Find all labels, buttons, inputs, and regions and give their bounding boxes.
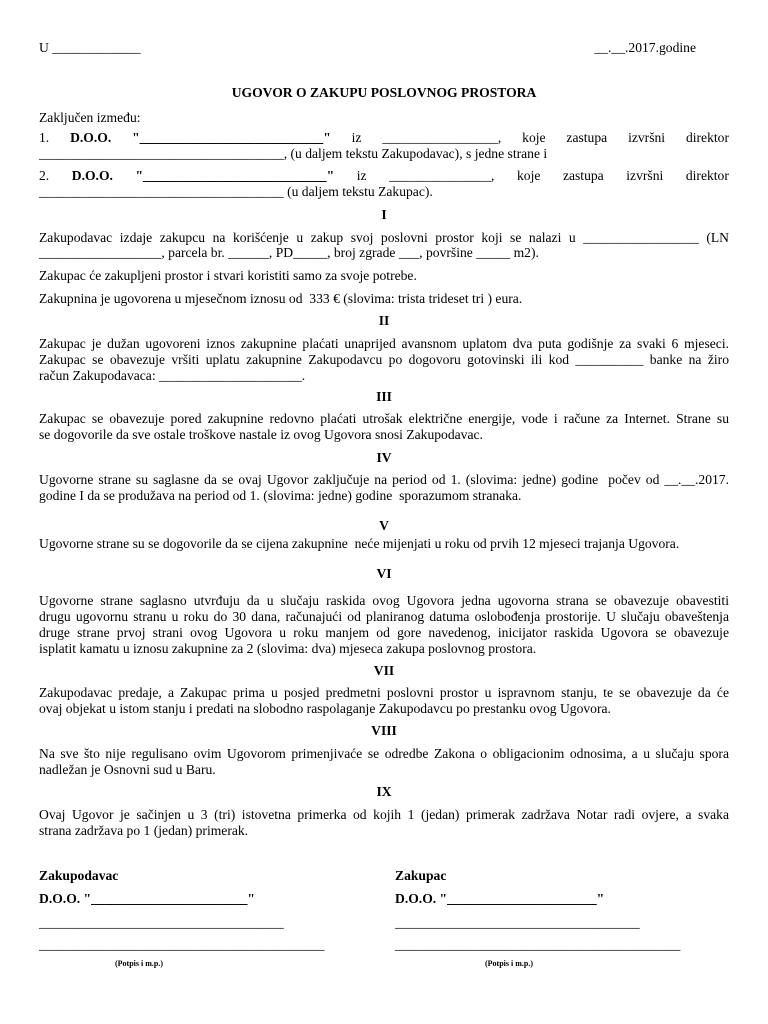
section-heading-i: I [381, 207, 387, 222]
section-ii-text: račun Zakupodavaca: _____________________. [39, 368, 306, 383]
party-1-line-2: ____________________________________, (u daljem tekstu Zakupodavac), s jedne strane i [39, 145, 548, 161]
section-heading-iv: IV [376, 450, 392, 465]
section-vi-text: isplatit kamatu u iznosu zakupnine za 2 (slovima: dva) mjeseca zakupa poslovnog prostora. [39, 641, 537, 656]
section-v-text: Ugovorne strane su se dogovorile da se cijena zakupnine neće mijenjati u roku od prvih 12 mjeseci trajanja Ugovora. [39, 536, 680, 551]
signature-left-caption: (Potpis i m.p.) [115, 959, 163, 968]
party-2-word: iz [356, 168, 367, 183]
party-1-city-blank: _________________, [382, 130, 502, 145]
section-heading-ix: IX [376, 784, 392, 799]
party-2-word: zastupa [562, 168, 604, 183]
party-2-word: direktor [685, 168, 729, 183]
signature-right-role: Zakupac [395, 868, 447, 883]
section-ii-text: Zakupac je dužan ugovoreni iznos zakupnine plaćati unaprijed avansnom uplatom dva puta godišnje za svaki 6 mjeseci. [39, 336, 729, 351]
section-ix-text: Ovaj Ugovor je sačinjen u 3 (tri) istovetna primerka od kojih 1 (jedan) primerak zadržava Notar radi ovjere, a svaka [39, 807, 729, 822]
section-ix-text: strana zadržava po 1 (jedan) primerak. [39, 823, 249, 838]
section-iii-text: Zakupac se obavezuje pored zakupnine redovno plaćati utrošak električne energije, vode i račune za Internet. Strane su [39, 411, 729, 426]
section-iii-text: se dogovorile da sve ostale troškove nastale iz ovog Ugovora snosi Zakupodavac. [39, 427, 483, 442]
section-heading-vii: VII [373, 663, 395, 678]
party-1-word: koje [522, 130, 546, 145]
section-viii-text: nadležan je Osnovni sud u Baru. [39, 762, 216, 777]
party-2-line-2: ____________________________________ (u daljem tekstu Zakupac). [39, 183, 433, 199]
party-1-word: direktor [685, 130, 729, 145]
section-i-text: Zakupnina je ugovorena u mjesečnom iznosu od 333 € (slovima: trista trideset tri ) eura. [39, 291, 523, 306]
section-vi-text: Ugovorne strane saglasno utvrđuju da u slučaju raskida ovog Ugovora jedna ugovorna strana se obavezuje obavestiti [39, 593, 729, 608]
intro-text: Zaključen između: [39, 110, 141, 125]
signature-left-line: __________________________________________ [39, 937, 325, 952]
party-1-company-type: D.O.O. [70, 130, 112, 145]
section-heading-iii: III [376, 389, 392, 404]
party-2-company-name-blank: "___________________________" [135, 168, 335, 183]
document-title: UGOVOR O ZAKUPU POSLOVNOG PROSTORA [231, 85, 537, 100]
signature-right-line: ____________________________________ [395, 915, 640, 930]
party-2-city-blank: _______________, [389, 168, 495, 183]
section-i-text: Zakupodavac izdaje zakupcu na korišćenje u zakup svoj poslovni prostor koji se nalazi u _________________ (LN [39, 230, 729, 245]
section-heading-vi: VI [376, 566, 392, 581]
party-2 [39, 168, 729, 199]
party-1-word: izvršni [628, 130, 666, 145]
signature-right-caption: (Potpis i m.p.) [485, 959, 533, 968]
party-1-word: iz [351, 130, 362, 145]
signature-right-company: D.O.O. "______________________" [395, 891, 605, 906]
party-1 [39, 130, 729, 161]
contract-place: U _____________ [39, 40, 141, 55]
party-1-number: 1. [39, 130, 50, 145]
signature-left-role: Zakupodavac [39, 868, 119, 883]
section-viii-text: Na sve što nije regulisano ovim Ugovorom primenjivaće se odredbe Zakona o obligacionim odnosima, a u slučaju spora [39, 746, 729, 761]
party-1-word: zastupa [566, 130, 608, 145]
party-1-company-name-blank: "___________________________" [132, 130, 331, 145]
party-2-word: koje [516, 168, 541, 183]
section-vi-text: drugu ugovornu stranu u roku do 30 dana, računajući od planiranog datuma oslobođenja prostorije. U slučaju obaveštenja [39, 609, 729, 624]
party-2-word: izvršni [626, 168, 664, 183]
section-i-text: __________________, parcela br. ______, PD_____, broj zgrade ___, površine _____ m2). [39, 245, 539, 260]
section-i-text: Zakupac će zakupljeni prostor i stvari koristiti samo za svoje potrebe. [39, 268, 417, 283]
section-vii-text: Zakupodavac predaje, a Zakupac prima u posjed predmetni poslovni prostor u ispravnom stanju, te se obavezuje da će [39, 685, 729, 700]
section-heading-viii: VIII [371, 723, 397, 738]
section-vii-text: ovaj objekat u istom stanju i predati na slobodno raspolaganje Zakupodavcu po prestanku ovog Ugovora. [39, 701, 611, 716]
section-heading-ii: II [378, 313, 390, 328]
section-ii-text: Zakupac se obavezuje vršiti uplatu zakupnine Zakupodavcu po dogovoru gotovinski ili kod __________ banke na žiro [39, 352, 729, 367]
party-2-line-1 [39, 168, 729, 184]
party-1-line-1 [39, 130, 729, 146]
section-vi-text: druge strane prvoj strani ovog Ugovora u roku manjem od gore navedenog, inicijator raskida Ugovora se obavezuje [39, 625, 729, 640]
section-heading-v: V [379, 518, 389, 533]
section-iv-text: Ugovorne strane su saglasne da se ovaj Ugovor zaključuje na period od 1. (slovima: jedne) godine počev od __.__.2017. [39, 472, 729, 487]
signature-left-line: ____________________________________ [39, 915, 284, 930]
contract-date: __.__.2017.godine [594, 40, 696, 55]
party-2-company-type: D.O.O. [71, 168, 113, 183]
signature-right-line: __________________________________________ [395, 937, 681, 952]
party-2-number: 2. [39, 168, 50, 183]
section-iv-text: godine I da se produžava na period od 1. (slovima: jedne) godine sporazumom stranaka. [39, 488, 522, 503]
signature-left-company: D.O.O. "_______________________" [39, 891, 255, 906]
